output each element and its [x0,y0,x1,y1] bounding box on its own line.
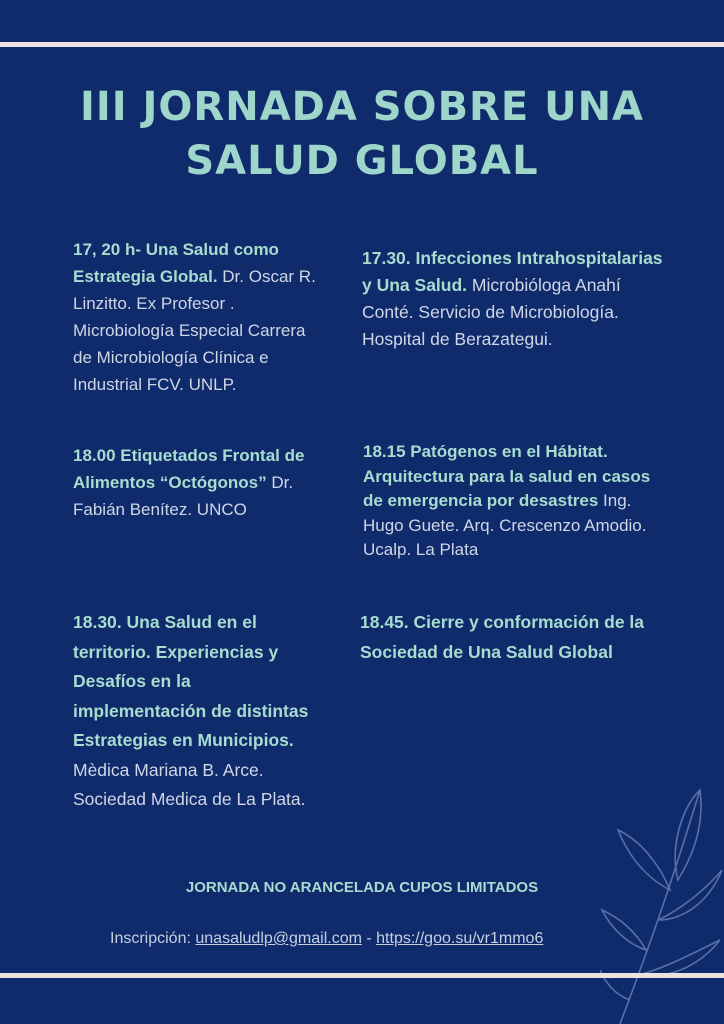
item-heading: 18.15 Patógenos en el Hábitat. Arquitectura para la salud en casos de emergencia por desastres [363,442,651,510]
email-link[interactable]: unasaludlp@gmail.com [195,930,362,947]
item-heading: 17, 20 h- Una Salud como Estrategia Global. [73,240,279,286]
item-text: Mèdica Mariana B. Arce. Sociedad Medica de La Plata. [73,759,306,809]
schedule-item-5 [73,608,313,815]
leaf-icon [600,770,724,1024]
top-divider [0,42,724,47]
registration-link[interactable]: https://goo.su/vr1mmo6 [376,930,544,947]
item-text: Dr. Oscar R. Linzitto. Ex Profesor . Microbiología Especial Carrera de Microbiología Clínica e Industrial FCV. UNLP. [73,267,316,394]
schedule-item-3 [73,442,328,523]
item-heading: 17.30. Infecciones Intrahospitalarias y Una Salud. [362,248,663,295]
item-text: Microbióloga Anahí Conté. Servicio de Microbiología. Hospital de Berazategui. [362,275,621,349]
bottom-divider [0,973,724,978]
item-heading: 18.00 Etiquetados Frontal de Alimentos “Octógonos” [73,446,305,492]
inscription-label: Inscripción: [110,930,191,947]
title-line-2: SALUD GLOBAL [185,138,539,184]
title-line-1: III JORNADA SOBRE UNA [79,84,645,130]
item-heading: 18.30. Una Salud en el territorio. Experiencias y Desafíos en la implementación de distintas Estrategias en Municipios. [73,612,309,750]
item-heading: 18.45. Cierre y conformación de la Sociedad de Una Salud Global [360,612,645,662]
page-title [0,80,724,188]
schedule-item-4 [363,440,653,563]
separator: - [366,930,372,947]
item-text: Dr. Fabián Benítez. UNCO [73,473,294,519]
schedule-item-2 [362,245,672,353]
schedule-item-6 [360,608,670,667]
schedule-item-1 [73,236,323,398]
item-text: Ing. Hugo Guete. Arq. Crescenzo Amodio. Ucalp. La Plata [363,491,647,559]
free-event-note: JORNADA NO ARANCELADA CUPOS LIMITADOS [185,879,539,896]
inscription-line [110,930,543,948]
